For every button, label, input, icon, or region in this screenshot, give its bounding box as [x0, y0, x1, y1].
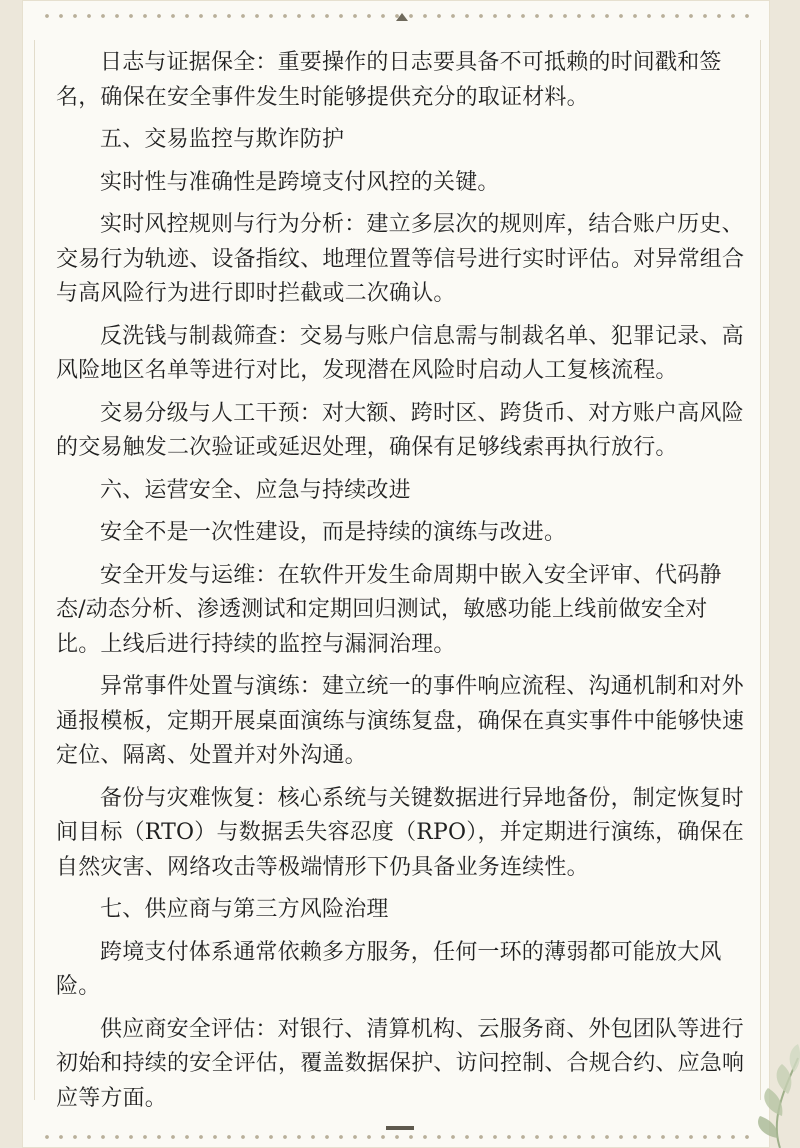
paragraph-realtime-rules: 实时风控规则与行为分析：建立多层次的规则库，结合账户历史、交易行为轨迹、设备指纹、地理位置等信号进行实时评估。对异常组合与高风险行为进行即时拦截或二次确认。 — [56, 212, 745, 306]
paragraph-vendor-intro: 跨境支付体系通常依赖多方服务，任何一环的薄弱都可能放大风险。 — [56, 939, 722, 999]
paragraph-secure-dev: 安全开发与运维：在软件开发生命周期中嵌入安全评审、代码静态/动态分析、渗透测试和定期回归测试，敏感功能上线前做安全对比。上线后进行持续的监控与漏洞治理。 — [56, 562, 722, 657]
section-heading-5: 五、交易监控与欺诈防护 — [100, 127, 345, 152]
bottom-dotted-border — [40, 1133, 755, 1141]
document-body — [56, 46, 748, 1116]
right-margin-line — [760, 40, 761, 1100]
left-margin-line — [34, 40, 35, 1100]
paragraph-incident-response: 异常事件处置与演练：建立统一的事件响应流程、沟通机制和对外通报模板，定期开展桌面演练与演练复盘，确保在真实事件中能够快速定位、隔离、处置并对外沟通。 — [56, 674, 745, 768]
paragraph-ops-intro: 安全不是一次性建设，而是持续的演练与改进。 — [100, 520, 567, 545]
paragraph-backup-recovery: 备份与灾难恢复：核心系统与关键数据进行异地备份，制定恢复时间目标（RTO）与数据丢失容忍度（RPO），并定期进行演练，确保在自然灾害、网络攻击等极端情形下仍具备业务连续性。 — [56, 785, 744, 880]
paragraph-aml-screening: 反洗钱与制裁筛查：交易与账户信息需与制裁名单、犯罪记录、高风险地区名单等进行对比，发现潜在风险时启动人工复核流程。 — [56, 323, 744, 383]
paragraph-log-evidence: 日志与证据保全：重要操作的日志要具备不可抵赖的时间戳和签名，确保在安全事件发生时能够提供充分的取证材料。 — [56, 50, 722, 110]
paragraph-tiered-intervention: 交易分级与人工干预：对大额、跨时区、跨货币、对方账户高风险的交易触发二次验证或延迟处理，确保有足够线索再执行放行。 — [56, 400, 744, 460]
paragraph-realtime-intro: 实时性与准确性是跨境支付风控的关键。 — [100, 169, 500, 195]
paragraph-vendor-assessment: 供应商安全评估：对银行、清算机构、云服务商、外包团队等进行初始和持续的安全评估，覆盖数据保护、访问控制、合规合约、应急响应等方面。 — [56, 1016, 745, 1111]
section-heading-7: 七、供应商与第三方风险治理 — [100, 897, 389, 922]
section-heading-6: 六、运营安全、应急与持续改进 — [100, 477, 411, 503]
top-triangle-ornament — [396, 13, 408, 21]
bottom-bar-ornament — [386, 1126, 414, 1130]
